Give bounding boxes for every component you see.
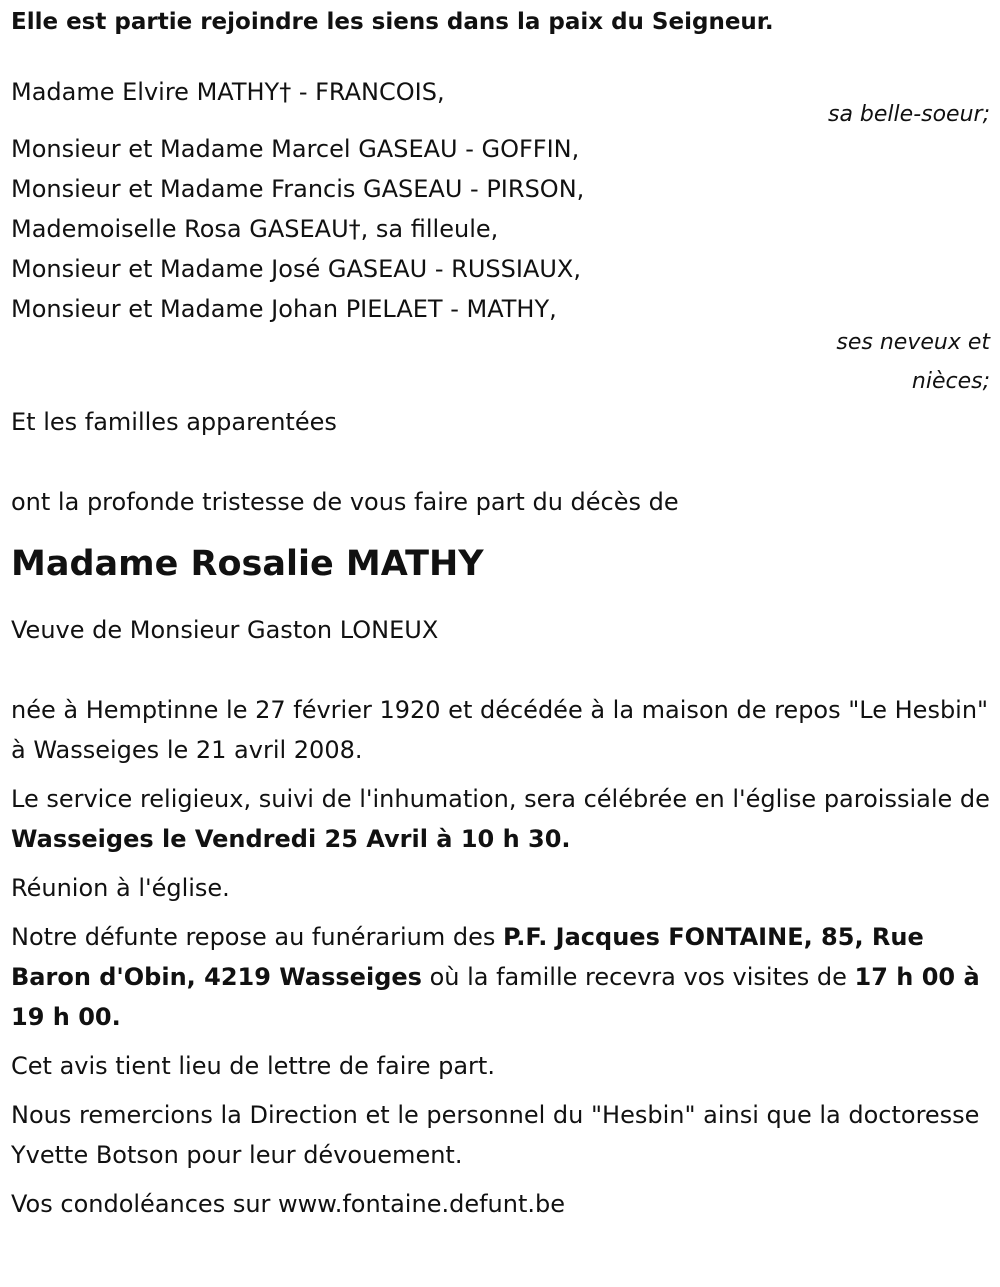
service-text: Le service religieux, suivi de l'inhumation, sera célébrée en l'église paroissiale de (11, 785, 990, 813)
service-date: Wasseiges le Vendredi 25 Avril à 10 h 30. (11, 825, 571, 853)
family-member: Madame Elvire MATHY† - FRANCOIS, (11, 78, 445, 106)
spacer (11, 650, 990, 690)
condolences-paragraph: Vos condoléances sur www.fontaine.defunt.be (11, 1190, 565, 1218)
family-member: Monsieur et Madame Francis GASEAU - PIRSON, (11, 175, 585, 203)
relation-note: nièces; (911, 369, 990, 394)
intro-sentence: Elle est partie rejoindre les siens dans la paix du Seigneur. (11, 9, 774, 35)
relation-note: ses neveux et (836, 330, 990, 355)
visiting-hours: 17 h 00 à 19 h 00. (11, 963, 980, 1031)
family-member: Mademoiselle Rosa GASEAU†, sa filleule, (11, 215, 499, 243)
service-paragraph (11, 779, 990, 859)
notice-paragraph: Cet avis tient lieu de lettre de faire part. (11, 1052, 495, 1080)
deceased-name: Madame Rosalie MATHY (11, 544, 484, 584)
thanks-paragraph: Nous remercions la Direction et le personnel du "Hesbin" ainsi que la doctoresse Yvette Botson pour leur dévouement. (11, 1101, 980, 1169)
announcement: ont la profonde tristesse de vous faire part du décès de (11, 488, 679, 516)
funerarium-paragraph (11, 917, 990, 1037)
spacer (11, 588, 990, 610)
family-member: Monsieur et Madame Johan PIELAET - MATHY, (11, 295, 557, 323)
family-member: Monsieur et Madame Marcel GASEAU - GOFFIN, (11, 135, 580, 163)
funerarium-address: P.F. Jacques FONTAINE, 85, Rue Baron d'Obin, 4219 Wasseiges (11, 923, 924, 991)
family-group-sister-in-law (11, 72, 990, 134)
family-member: Monsieur et Madame José GASEAU - RUSSIAUX, (11, 255, 581, 283)
family-group-nephews-nieces (11, 129, 990, 401)
meeting-paragraph: Réunion à l'église. (11, 874, 230, 902)
related-families: Et les familles apparentées (11, 408, 337, 436)
funerarium-text-middle: où la famille recevra vos visites de (421, 963, 855, 991)
widow-of: Veuve de Monsieur Gaston LONEUX (11, 616, 439, 644)
relation-note: sa belle-soeur; (828, 102, 990, 127)
funerarium-text: Notre défunte repose au funérarium des (11, 923, 504, 951)
spacer (11, 442, 990, 482)
birth-death-paragraph: née à Hemptinne le 27 février 1920 et décédée à la maison de repos "Le Hesbin" à Wasseiges le 21 avril 2008. (11, 696, 989, 764)
